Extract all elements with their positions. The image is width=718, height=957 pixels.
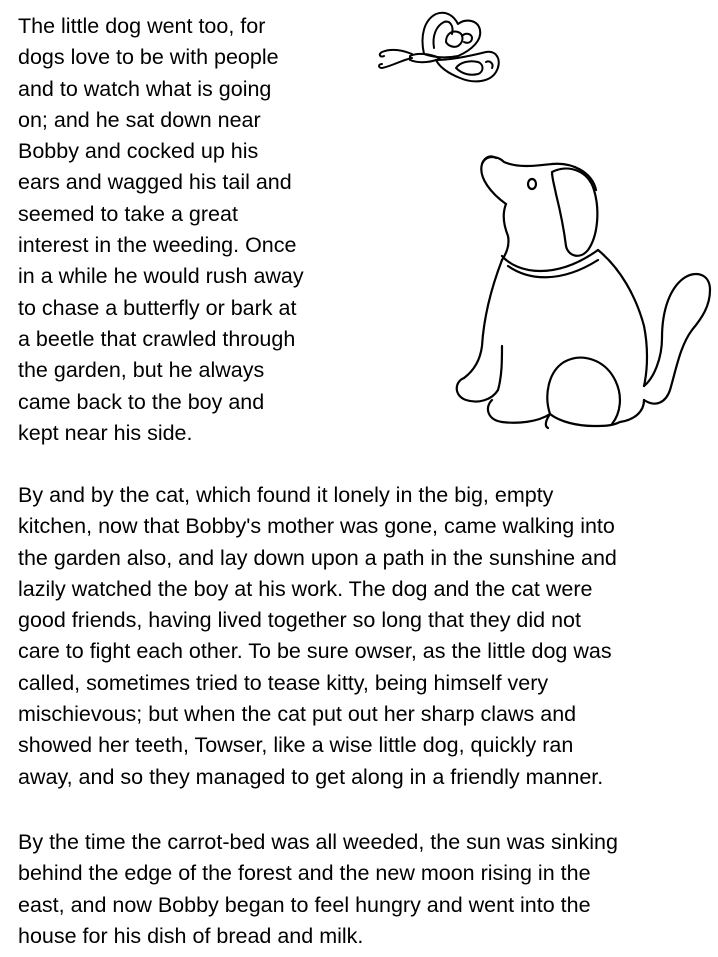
dog-haunch bbox=[547, 358, 620, 424]
paragraph-line: ears and wagged his tail and bbox=[18, 170, 292, 195]
paragraph-line: a beetle that crawled through bbox=[18, 326, 296, 351]
dog-eye bbox=[528, 179, 536, 189]
butterfly-icon bbox=[374, 6, 504, 88]
butterfly-wing-pattern bbox=[486, 61, 493, 68]
paragraph-line: kept near his side. bbox=[18, 420, 193, 445]
dog-chest bbox=[464, 260, 502, 378]
paragraph-line: the garden also, and lay down upon a path in the sunshine and bbox=[18, 545, 617, 570]
dog-haunch-foot bbox=[550, 400, 644, 426]
paragraph-line: good friends, having lived together so long that they did not bbox=[18, 608, 581, 633]
dog-tail bbox=[644, 274, 710, 404]
dog-front-paw bbox=[488, 400, 550, 423]
paragraph-line: seemed to take a great bbox=[18, 201, 238, 226]
paragraph-line: behind the edge of the forest and the new moon rising in the bbox=[18, 861, 591, 886]
butterfly-wing-pattern bbox=[456, 61, 483, 75]
paragraph-line: interest in the weeding. Once bbox=[18, 233, 297, 258]
paragraph-1 bbox=[18, 11, 358, 449]
paragraph-2 bbox=[18, 480, 617, 793]
dog-head bbox=[481, 157, 596, 204]
paragraph-3 bbox=[18, 827, 618, 952]
butterfly-antenna bbox=[380, 50, 412, 57]
paragraph-line: Bobby and cocked up his bbox=[18, 139, 259, 164]
paragraph-line: on; and he sat down near bbox=[18, 107, 261, 132]
paragraph-line: By and by the cat, which found it lonely in the big, empty bbox=[18, 483, 554, 507]
paragraph-line: showed her teeth, Towser, like a wise little dog, quickly ran bbox=[18, 733, 574, 758]
paragraph-line: lazily watched the boy at his work. The dog and the cat were bbox=[18, 576, 593, 601]
paragraph-line: care to fight each other. To be sure owser, as the little dog was bbox=[18, 639, 612, 664]
paragraph-line: By the time the carrot-bed was all weeded, the sun was sinking bbox=[18, 830, 618, 854]
paragraph-line: came back to the boy and bbox=[18, 389, 265, 414]
paragraph-line: called, sometimes tried to tease kitty, being himself very bbox=[18, 670, 549, 695]
butterfly-wing-pattern bbox=[446, 31, 463, 46]
butterfly-wing-pattern bbox=[433, 22, 452, 48]
paragraph-line: mischievous; but when the cat put out her sharp claws and bbox=[18, 702, 577, 727]
paragraph-line: and to watch what is going bbox=[18, 76, 272, 101]
paragraph-line: The little dog went too, for bbox=[18, 14, 266, 38]
dog-nose bbox=[482, 156, 496, 164]
dog-snout-lower bbox=[502, 204, 509, 260]
paragraph-line: to chase a butterfly or bark at bbox=[18, 295, 297, 320]
dog-back bbox=[598, 250, 647, 386]
paragraph-line: the garden, but he always bbox=[18, 358, 265, 383]
butterfly-antenna bbox=[379, 58, 412, 68]
paragraph-line: dogs love to be with people bbox=[18, 45, 279, 70]
paragraph-line: house for his dish of bread and milk. bbox=[18, 923, 364, 948]
butterfly-lower-wing bbox=[436, 52, 499, 82]
dog-ear bbox=[552, 169, 597, 256]
paragraph-line: away, and so they managed to get along in a friendly manner. bbox=[18, 764, 604, 789]
paragraph-line: east, and now Bobby began to feel hungry and went into the bbox=[18, 892, 591, 917]
dog-icon bbox=[448, 150, 718, 450]
paragraph-line: kitchen, now that Bobby's mother was gone, came walking into bbox=[18, 514, 615, 539]
paragraph-line: in a while he would rush away bbox=[18, 264, 304, 289]
